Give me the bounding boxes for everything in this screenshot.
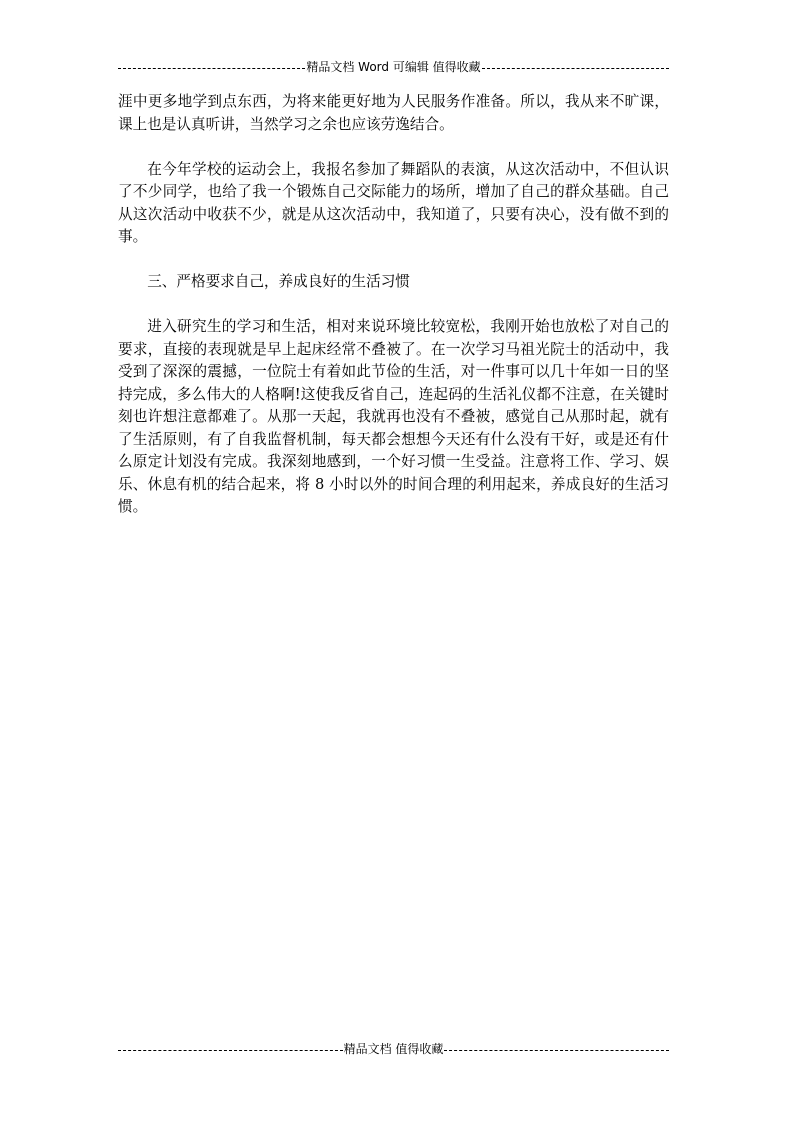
header-rule-left <box>118 68 305 70</box>
page-footer <box>118 1042 669 1056</box>
header-rule-right <box>482 68 669 70</box>
paragraph-gap <box>118 249 669 272</box>
paragraph-3: 进入研究生的学习和生活，相对来说环境比较宽松，我刚开始也放松了对自己的要求，直接的表现就是早上起床经常不叠被了。在一次学习马祖光院士的活动中，我受到了深深的震撼，一位院士有着如此节俭的生活，对一件事可以几十年如一日的坚持完成，多么伟大的人格啊!这使我反省自己，连起码的生活礼仪都不注意，在关键时刻也许想注意都难了。从那一天起，我就再也没有不叠被，感觉自己从那时起，就有了生活原则，有了自我监督机制，每天都会想想今天还有什么没有干好，或是还有什么原定计划没有完成。我深刻地感到，一个好习惯一生受益。注意将工作、学习、娱乐、休息有机的结合起来，将 8 小时以外的时间合理的利用起来，养成良好的生活习惯。 <box>118 318 669 515</box>
paragraph-gap <box>118 136 669 159</box>
paragraph-1: 涯中更多地学到点东西，为将来能更好地为人民服务作准备。所以，我从来不旷课，课上也是认真听讲，当然学习之余也应该劳逸结合。 <box>118 93 669 133</box>
header-text: 精品文档 Word 可编辑 值得收藏 <box>306 60 481 74</box>
footer-rule-left <box>118 1050 343 1052</box>
footer-text: 精品文档 值得收藏 <box>343 1042 444 1056</box>
section-heading: 三、严格要求自己，养成良好的生活习惯 <box>147 273 410 290</box>
page-header <box>118 60 669 74</box>
paragraph-2: 在今年学校的运动会上，我报名参加了舞蹈队的表演，从这次活动中，不但认识了不少同学，也给了我一个锻炼自己交际能力的场所，增加了自己的群众基础。自己从这次活动中收获不少，就是从这次活动中，我知道了，只要有决心，没有做不到的事。 <box>118 160 669 245</box>
document-body <box>118 91 669 519</box>
paragraph-gap <box>118 294 669 317</box>
footer-rule-right <box>444 1050 669 1052</box>
